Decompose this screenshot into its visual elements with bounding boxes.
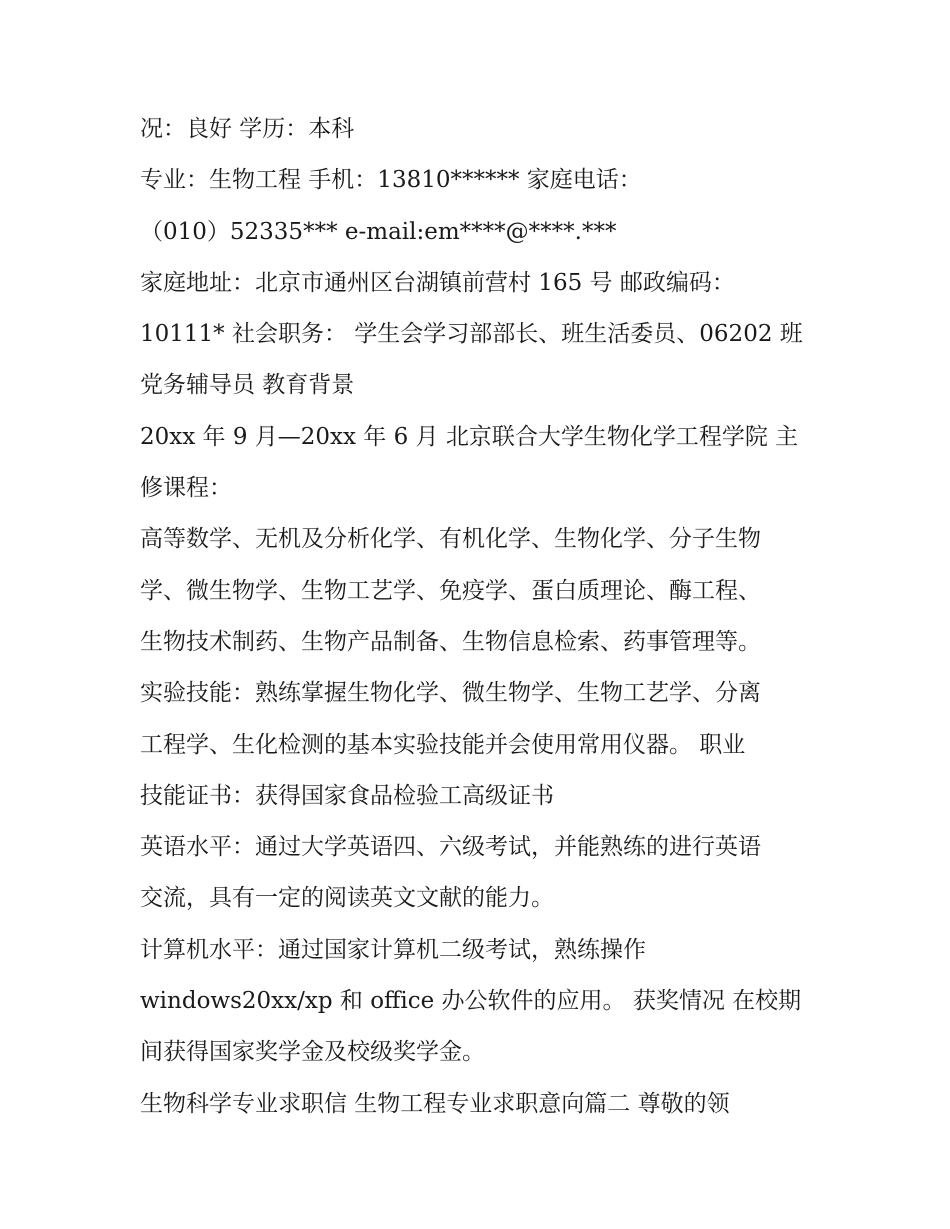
text-line: 实验技能：熟练掌握生物化学、微生物学、生物工艺学、分离 xyxy=(140,680,761,707)
text-line: 生物技术制药、生物产品制备、生物信息检索、药事管理等。 xyxy=(140,628,761,655)
text-line: 10111* 社会职务： 学生会学习部部长、班生活委员、06202 班 xyxy=(140,321,803,348)
text-line: 学、微生物学、生物工艺学、免疫学、蛋白质理论、酶工程、 xyxy=(140,577,761,604)
text-line: 党务辅导员 教育背景 xyxy=(140,372,355,399)
text-line: 生物科学专业求职信 生物工程专业求职意向篇二 尊敬的领 xyxy=(140,1090,730,1117)
text-line: 况：良好 学历：本科 xyxy=(140,116,355,142)
text-line: 交流，具有一定的阅读英文文献的能力。 xyxy=(140,885,554,912)
text-line: 20xx 年 9 月—20xx 年 6 月 北京联合大学生物化学工程学院 主 xyxy=(140,423,799,450)
text-line: 技能证书：获得国家食品检验工高级证书 xyxy=(140,782,554,809)
text-line: 修课程： xyxy=(140,475,232,502)
text-line: 专业：生物工程 手机：13810****** 家庭电话： xyxy=(140,167,642,194)
resume-body-text xyxy=(140,104,820,1130)
text-line: 间获得国家奖学金及校级奖学金。 xyxy=(140,1039,485,1066)
text-line: （010）52335*** e-mail:em****@****.*** xyxy=(140,218,617,245)
text-line: windows20xx/xp 和 office 办公软件的应用。 获奖情况 在校期 xyxy=(140,988,802,1015)
text-line: 家庭地址：北京市通州区台湖镇前营村 165 号 邮政编码： xyxy=(140,269,735,296)
text-line: 工程学、生化检测的基本实验技能并会使用常用仪器。 职业 xyxy=(140,731,746,758)
text-line: 英语水平：通过大学英语四、六级考试，并能熟练的进行英语 xyxy=(140,834,761,861)
text-line: 计算机水平：通过国家计算机二级考试，熟练操作 xyxy=(140,936,646,963)
text-line: 高等数学、无机及分析化学、有机化学、生物化学、分子生物 xyxy=(140,526,761,553)
